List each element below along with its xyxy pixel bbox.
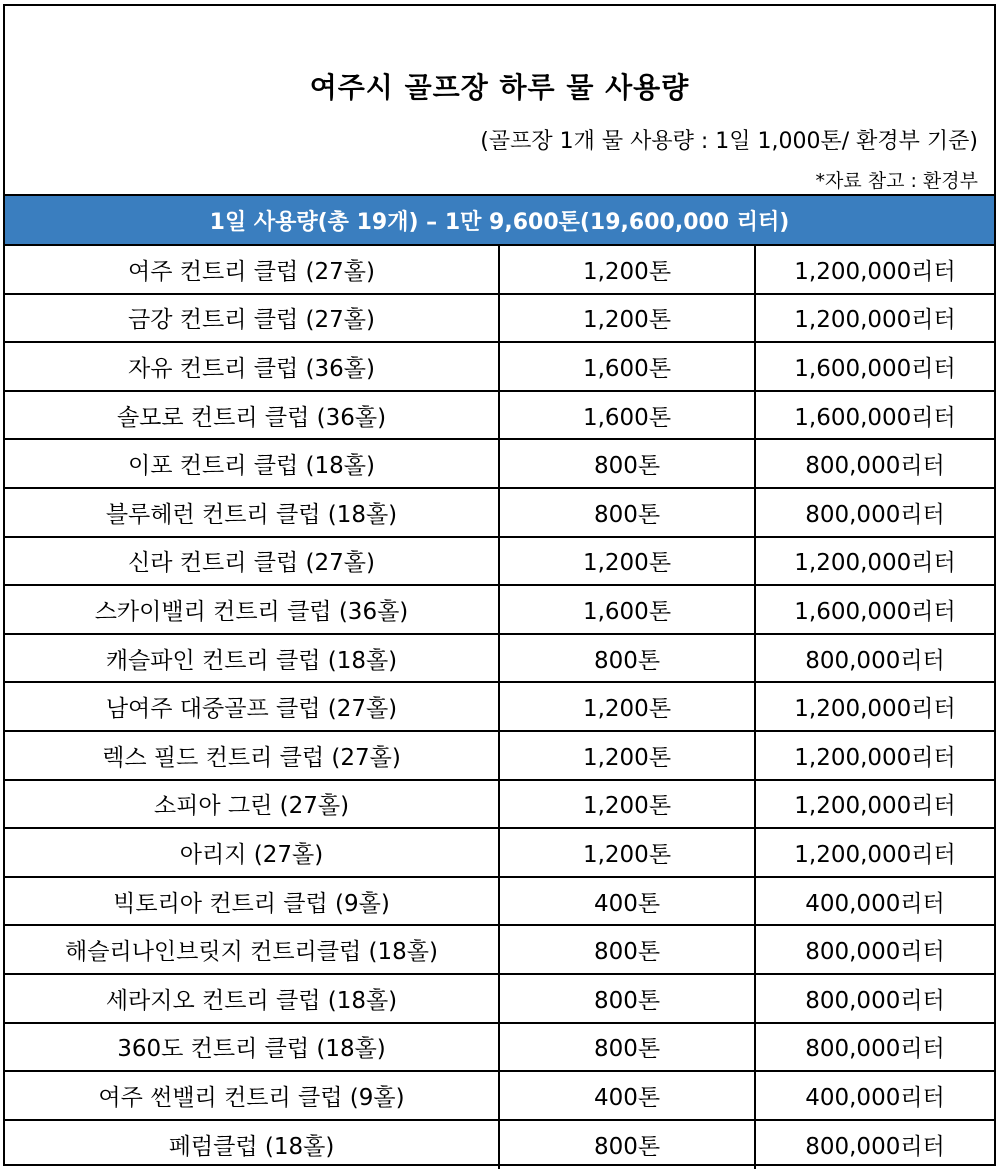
golf-course-name-cell: 솔모로 컨트리 클럽 (36홀) (5, 392, 500, 439)
daily-tons-cell: 800톤 (500, 975, 756, 1022)
table-row (5, 829, 994, 878)
table-row (5, 781, 994, 830)
table-row (5, 440, 994, 489)
golf-course-name-cell: 아리지 (27홀) (5, 829, 500, 876)
daily-liters-cell: 1,600,000리터 (794, 598, 956, 625)
golf-course-name-cell: 남여주 대중골프 클럽 (27홀) (5, 683, 500, 730)
daily-liters-cell: 400,000리터 (805, 1084, 945, 1111)
source-note: *자료 참고 : 환경부 (815, 170, 978, 192)
usage-table (5, 246, 994, 1169)
daily-tons-cell: 1,600톤 (500, 343, 756, 390)
table-row (5, 635, 994, 684)
golf-course-name-cell: 캐슬파인 컨트리 클럽 (18홀) (5, 635, 500, 682)
daily-liters-cell: 800,000리터 (805, 647, 945, 674)
daily-tons-cell: 1,600톤 (500, 586, 756, 633)
table-row (5, 926, 994, 975)
document-frame (3, 4, 996, 1166)
table-row (5, 489, 994, 538)
daily-tons-cell: 1,200톤 (500, 732, 756, 779)
table-row (5, 1024, 994, 1073)
page-subtitle: (골프장 1개 물 사용량 : 1일 1,000톤/ 환경부 기준) (480, 129, 978, 154)
daily-liters-cell: 400,000리터 (805, 890, 945, 917)
golf-course-name-cell: 블루헤런 컨트리 클럽 (18홀) (5, 489, 500, 536)
daily-liters-cell: 1,600,000리터 (794, 404, 956, 431)
table-row (5, 1072, 994, 1121)
golf-course-name-cell: 자유 컨트리 클럽 (36홀) (5, 343, 500, 390)
daily-liters-cell: 1,200,000리터 (794, 744, 956, 771)
table-row (5, 586, 994, 635)
golf-course-name-cell: 신라 컨트리 클럽 (27홀) (5, 538, 500, 585)
daily-tons-cell: 1,200톤 (500, 829, 756, 876)
golf-course-name-cell: 렉스 필드 컨트리 클럽 (27홀) (5, 732, 500, 779)
table-row (5, 878, 994, 927)
daily-liters-cell: 800,000리터 (805, 453, 945, 480)
golf-course-name-cell: 이포 컨트리 클럽 (18홀) (5, 440, 500, 487)
daily-tons-cell: 1,200톤 (500, 683, 756, 730)
document-header (5, 6, 994, 196)
daily-liters-cell: 1,200,000리터 (794, 793, 956, 820)
daily-tons-cell: 800톤 (500, 1024, 756, 1071)
daily-liters-cell: 1,600,000리터 (794, 355, 956, 382)
daily-tons-cell: 1,200톤 (500, 246, 756, 293)
daily-tons-cell: 400톤 (500, 878, 756, 925)
table-row (5, 343, 994, 392)
golf-course-name-cell: 해슬리나인브릿지 컨트리클럽 (18홀) (5, 926, 500, 973)
daily-liters-cell: 800,000리터 (805, 987, 945, 1014)
golf-course-name-cell: 360도 컨트리 클럽 (18홀) (5, 1024, 500, 1071)
daily-tons-cell: 800톤 (500, 1121, 756, 1170)
daily-liters-cell: 800,000리터 (805, 939, 945, 966)
golf-course-name-cell: 소피아 그린 (27홀) (5, 781, 500, 828)
daily-tons-cell: 800톤 (500, 926, 756, 973)
table-row (5, 683, 994, 732)
daily-tons-cell: 1,600톤 (500, 392, 756, 439)
golf-course-name-cell: 여주 컨트리 클럽 (27홀) (5, 246, 500, 293)
table-row (5, 295, 994, 344)
daily-liters-cell: 1,200,000리터 (794, 307, 956, 334)
daily-liters-cell: 800,000리터 (805, 1036, 945, 1063)
daily-tons-cell: 400톤 (500, 1072, 756, 1119)
golf-course-name-cell: 빅토리아 컨트리 클럽 (9홀) (5, 878, 500, 925)
daily-tons-cell: 800톤 (500, 635, 756, 682)
daily-liters-cell: 1,200,000리터 (794, 841, 956, 868)
summary-banner: 1일 사용량(총 19개) – 1만 9,600톤(19,600,000 리터) (5, 196, 994, 246)
daily-liters-cell: 1,200,000리터 (794, 258, 956, 285)
golf-course-name-cell: 세라지오 컨트리 클럽 (18홀) (5, 975, 500, 1022)
page-title: 여주시 골프장 하루 물 사용량 (309, 71, 690, 104)
daily-tons-cell: 800톤 (500, 440, 756, 487)
daily-tons-cell: 1,200톤 (500, 781, 756, 828)
daily-tons-cell: 1,200톤 (500, 538, 756, 585)
table-row (5, 392, 994, 441)
daily-liters-cell: 800,000리터 (805, 501, 945, 528)
golf-course-name-cell: 여주 썬밸리 컨트리 클럽 (9홀) (5, 1072, 500, 1119)
daily-tons-cell: 1,200톤 (500, 295, 756, 342)
daily-liters-cell: 1,200,000리터 (794, 696, 956, 723)
table-row (5, 732, 994, 781)
table-row (5, 975, 994, 1024)
table-row (5, 1121, 994, 1170)
daily-liters-cell: 800,000리터 (805, 1134, 945, 1161)
golf-course-name-cell: 스카이밸리 컨트리 클럽 (36홀) (5, 586, 500, 633)
daily-tons-cell: 800톤 (500, 489, 756, 536)
table-row (5, 538, 994, 587)
table-row (5, 246, 994, 295)
golf-course-name-cell: 금강 컨트리 클럽 (27홀) (5, 295, 500, 342)
daily-liters-cell: 1,200,000리터 (794, 550, 956, 577)
golf-course-name-cell: 페럼클럽 (18홀) (5, 1121, 500, 1170)
